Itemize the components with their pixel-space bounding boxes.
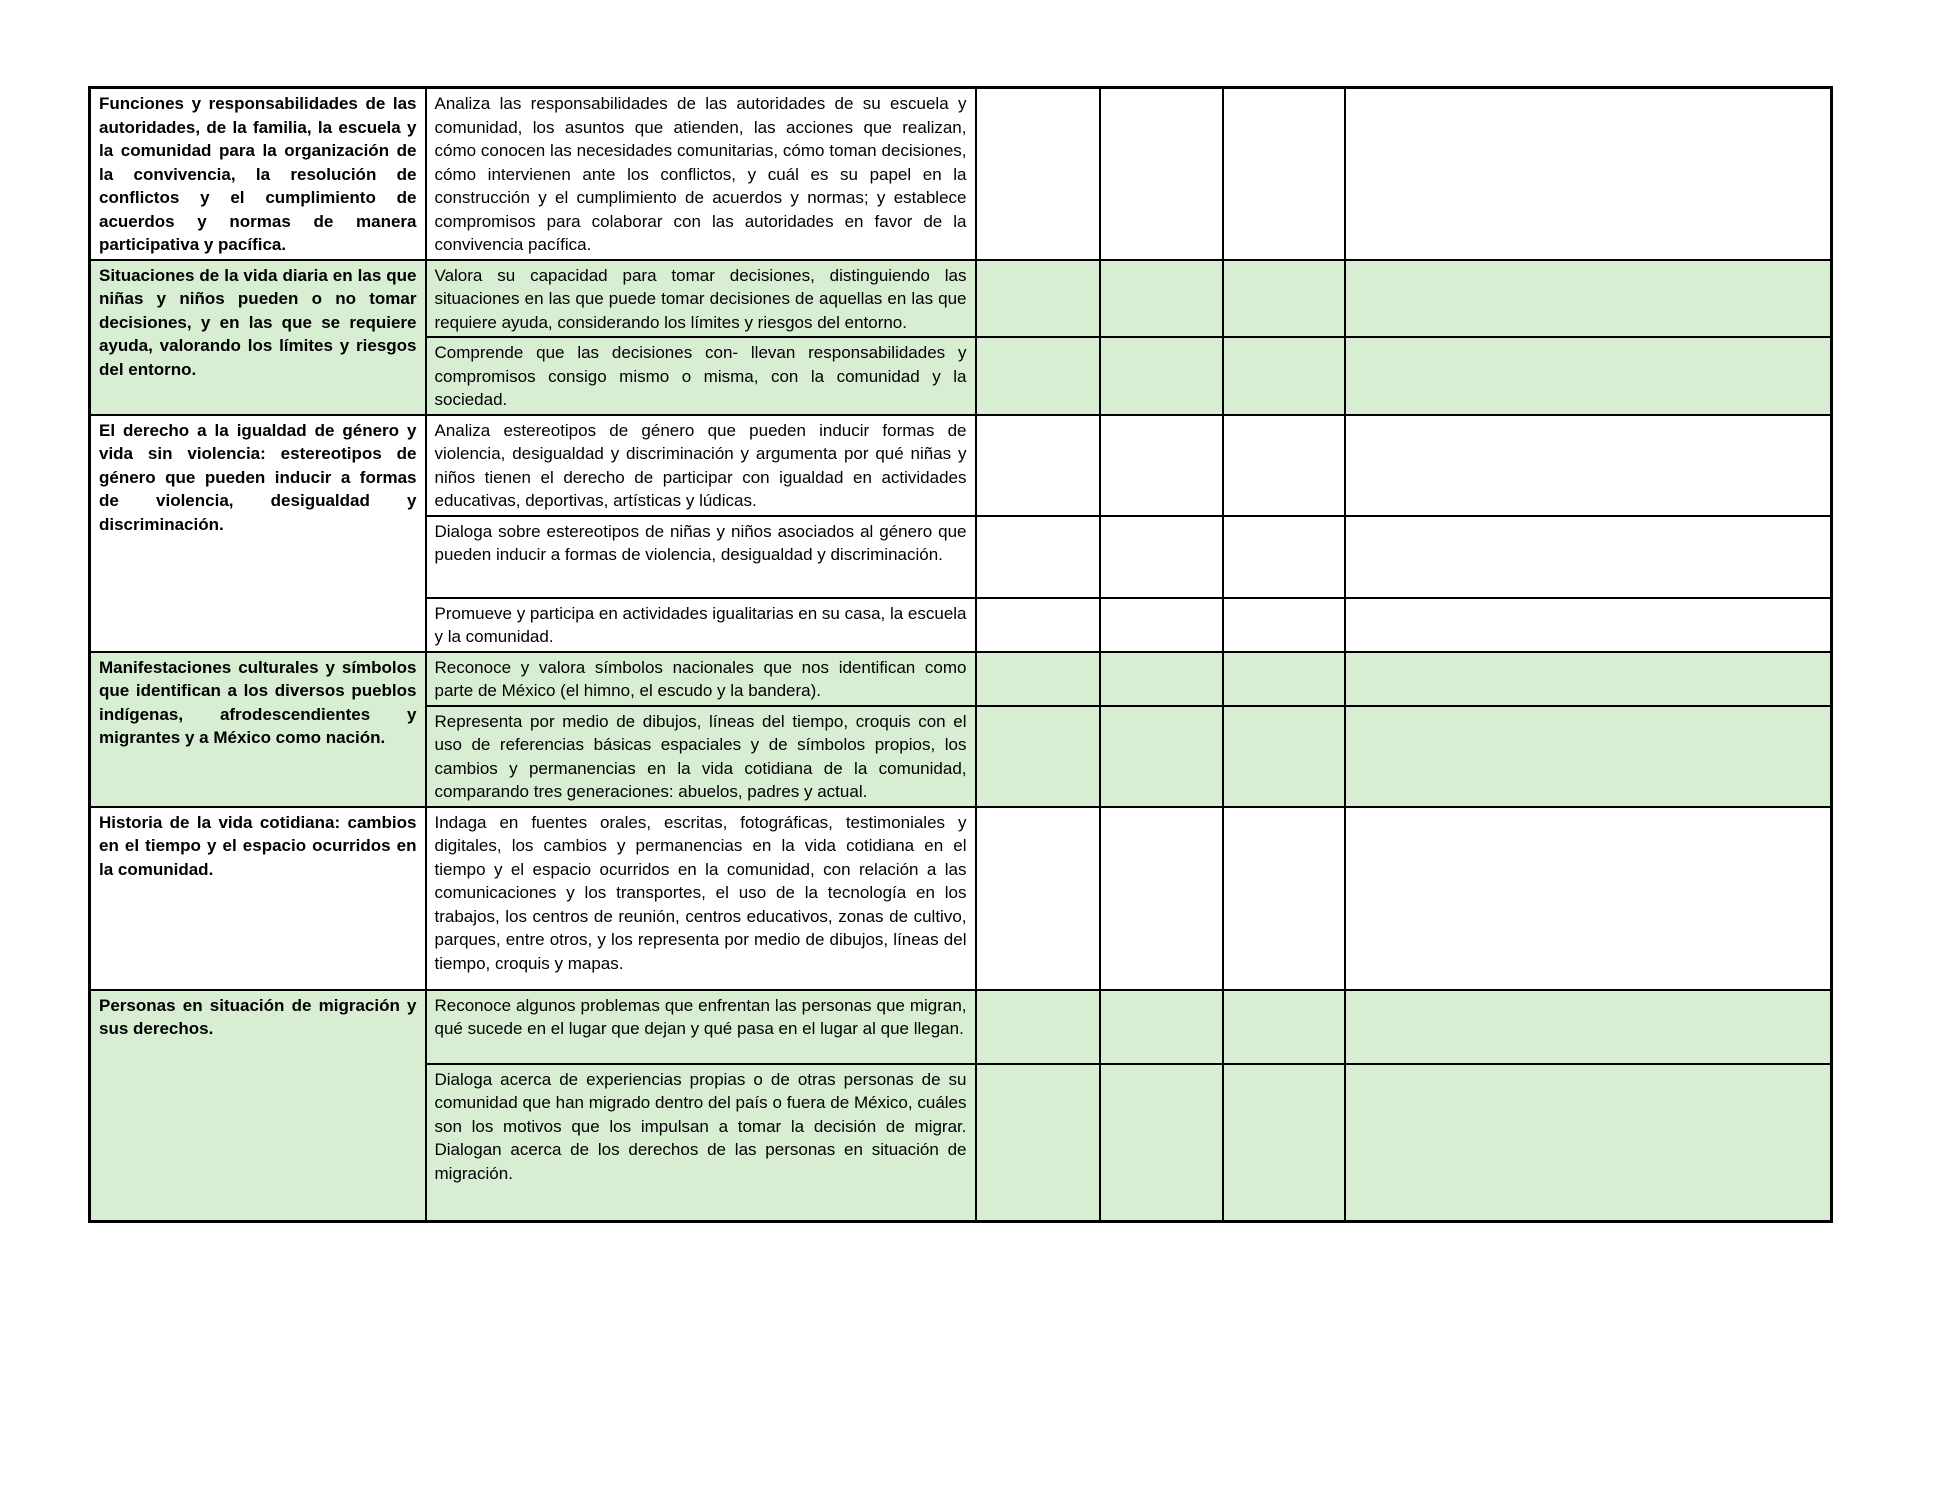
empty-cell <box>1345 706 1832 807</box>
empty-cell <box>1345 88 1832 260</box>
empty-cell <box>1345 990 1832 1064</box>
process-cell: Valora su capacidad para tomar decisiones, distinguiendo las situaciones en las que puede tomar decisiones de aquellas en las que requiere ayuda, considerando los límites y riesgos del entorno. <box>426 260 976 338</box>
empty-cell <box>1100 337 1223 415</box>
empty-cell <box>1345 598 1832 652</box>
empty-cell <box>1100 88 1223 260</box>
empty-cell <box>1100 1064 1223 1222</box>
process-cell: Reconoce y valora símbolos nacionales que nos identifican como parte de México (el himno, el escudo y la bandera). <box>426 652 976 706</box>
empty-cell <box>1100 990 1223 1064</box>
empty-cell <box>1345 415 1832 516</box>
empty-cell <box>976 260 1100 338</box>
empty-cell <box>1223 807 1345 990</box>
empty-cell <box>1223 1064 1345 1222</box>
empty-cell <box>1345 652 1832 706</box>
empty-cell <box>976 415 1100 516</box>
empty-cell <box>1223 598 1345 652</box>
process-cell: Dialoga acerca de experiencias propias o de otras personas de su comunidad que han migrado dentro del país o fuera de México, cuáles son los motivos que los impulsan a tomar la decisión de migrar. Dialogan acerca de los derechos de las personas en situación de migración. <box>426 1064 976 1222</box>
empty-cell <box>976 652 1100 706</box>
empty-cell <box>1345 807 1832 990</box>
empty-cell <box>1223 516 1345 598</box>
empty-cell <box>1100 260 1223 338</box>
empty-cell <box>976 1064 1100 1222</box>
empty-cell <box>1100 652 1223 706</box>
empty-cell <box>1100 807 1223 990</box>
curriculum-table <box>88 86 1833 1223</box>
table-row <box>90 88 1832 260</box>
content-cell: Situaciones de la vida diaria en las que niñas y niños pueden o no tomar decisiones, y en las que se requiere ayuda, valorando los límites y riesgos del entorno. <box>90 260 426 415</box>
process-cell: Promueve y participa en actividades igualitarias en su casa, la escuela y la comunidad. <box>426 598 976 652</box>
empty-cell <box>1223 415 1345 516</box>
empty-cell <box>976 598 1100 652</box>
empty-cell <box>976 706 1100 807</box>
table-row <box>90 415 1832 516</box>
content-cell: Manifestaciones culturales y símbolos que identifican a los diversos pueblos indígenas, afrodescendientes y migrantes y a México como nación. <box>90 652 426 807</box>
process-cell: Reconoce algunos problemas que enfrentan las personas que migran, qué sucede en el lugar que dejan y qué pasa en el lugar al que llegan. <box>426 990 976 1064</box>
content-cell: El derecho a la igualdad de género y vida sin violencia: estereotipos de género que pueden inducir a formas de violencia, desigualdad y discriminación. <box>90 415 426 652</box>
table-row <box>90 807 1832 990</box>
empty-cell <box>1100 415 1223 516</box>
empty-cell <box>1223 88 1345 260</box>
empty-cell <box>976 337 1100 415</box>
process-cell: Analiza las responsabilidades de las autoridades de su escuela y comunidad, los asuntos que atienden, las acciones que realizan, cómo conocen las necesidades comunitarias, cómo toman decisiones, cómo intervienen ante los conflictos, y cuál es su papel en la construcción y el cumplimiento de acuerdos y normas; y establece compromisos para colaborar con las autoridades en favor de la convivencia pacífica. <box>426 88 976 260</box>
process-cell: Analiza estereotipos de género que pueden inducir formas de violencia, desigualdad y discriminación y argumenta por qué niñas y niños tienen el derecho de participar con igualdad en actividades educativas, deportivas, artísticas y lúdicas. <box>426 415 976 516</box>
empty-cell <box>1223 652 1345 706</box>
process-cell: Indaga en fuentes orales, escritas, fotográficas, testimoniales y digitales, los cambios y permanencias en la vida cotidiana en el tiempo y el espacio ocurridos en la comunidad, con relación a las comunicaciones y los transportes, el uso de la tecnología en los trabajos, los centros de reunión, centros educativos, zonas de cultivo, parques, entre otros, y los representa por medio de dibujos, líneas del tiempo, croquis y mapas. <box>426 807 976 990</box>
process-cell: Representa por medio de dibujos, líneas del tiempo, croquis con el uso de referencias básicas espaciales y de símbolos propios, los cambios y permanencias en la vida cotidiana de la comunidad, comparando tres generaciones: abuelos, padres y actual. <box>426 706 976 807</box>
empty-cell <box>1100 598 1223 652</box>
content-cell: Funciones y responsabilidades de las autoridades, de la familia, la escuela y la comunidad para la organización de la convivencia, la resolución de conflictos y el cumplimiento de acuerdos y normas de manera participativa y pacífica. <box>90 88 426 260</box>
empty-cell <box>1345 1064 1832 1222</box>
empty-cell <box>976 807 1100 990</box>
empty-cell <box>1100 516 1223 598</box>
empty-cell <box>1223 260 1345 338</box>
empty-cell <box>1223 337 1345 415</box>
empty-cell <box>976 516 1100 598</box>
empty-cell <box>1345 516 1832 598</box>
process-cell: Dialoga sobre estereotipos de niñas y niños asociados al género que pueden inducir a formas de violencia, desigualdad y discriminación. <box>426 516 976 598</box>
empty-cell <box>1345 337 1832 415</box>
empty-cell <box>1100 706 1223 807</box>
process-cell: Comprende que las decisiones con- llevan responsabilidades y compromisos consigo mismo o misma, con la comunidad y la sociedad. <box>426 337 976 415</box>
table-row <box>90 260 1832 338</box>
empty-cell <box>1223 990 1345 1064</box>
content-cell: Personas en situación de migración y sus derechos. <box>90 990 426 1222</box>
empty-cell <box>976 990 1100 1064</box>
empty-cell <box>1345 260 1832 338</box>
table-row <box>90 652 1832 706</box>
table-row <box>90 990 1832 1064</box>
empty-cell <box>976 88 1100 260</box>
content-cell: Historia de la vida cotidiana: cambios en el tiempo y el espacio ocurridos en la comunidad. <box>90 807 426 990</box>
empty-cell <box>1223 706 1345 807</box>
